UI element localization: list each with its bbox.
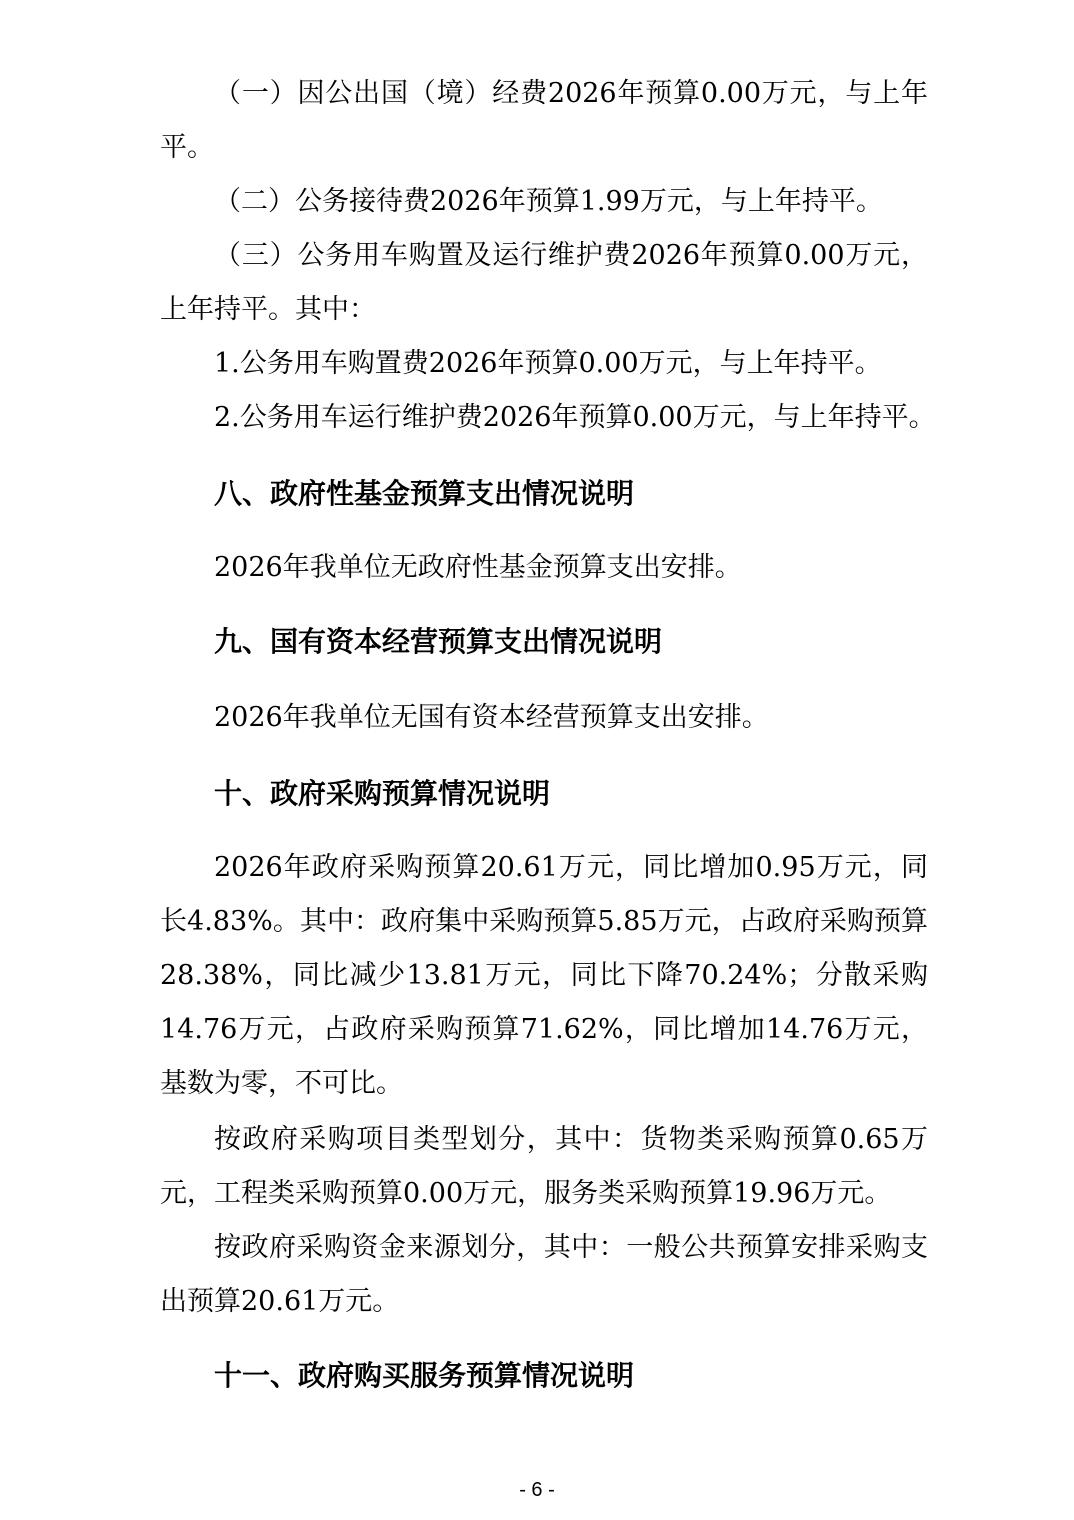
procurement-paragraph-line-5: 基数为零，不可比。: [160, 1068, 403, 1099]
overseas-budget-line-1: （一）因公出国（境）经费2026年预算0.00万元，与上年: [214, 78, 928, 109]
section-9-heading: 九、国有资本经营预算支出情况说明: [214, 625, 663, 658]
procurement-type-line-2: 元，工程类采购预算0.00万元，服务类采购预算19.96万元。: [160, 1178, 892, 1209]
procurement-paragraph-line-3: 28.38%，同比减少13.81万元，同比下降70.24%；分散采购: [160, 960, 928, 991]
section-8-body: 2026年我单位无政府性基金预算支出安排。: [214, 552, 742, 583]
section-10-heading: 十、政府采购预算情况说明: [214, 777, 551, 810]
vehicle-budget-line-2: 上年持平。其中：: [160, 294, 376, 325]
vehicle-operation-line: 2.公务用车运行维护费2026年预算0.00万元，与上年持平。: [214, 402, 936, 433]
procurement-source-line-2: 出预算20.61万元。: [160, 1286, 400, 1317]
procurement-source-line-1: 按政府采购资金来源划分，其中：一般公共预算安排采购支: [214, 1232, 928, 1263]
procurement-paragraph-line-1: 2026年政府采购预算20.61万元，同比增加0.95万元，同: [214, 852, 928, 883]
section-9-body: 2026年我单位无国有资本经营预算支出安排。: [214, 702, 769, 733]
reception-budget-line: （二）公务接待费2026年预算1.99万元，与上年持平。: [214, 186, 883, 217]
overseas-budget-line-2: 平。: [160, 132, 214, 163]
procurement-paragraph-line-2: 长4.83%。其中：政府集中采购预算5.85万元，占政府采购预算: [160, 906, 928, 937]
page-number: - 6 -: [519, 1479, 555, 1501]
vehicle-budget-line-1: （三）公务用车购置及运行维护费2026年预算0.00万元，: [214, 240, 928, 271]
section-8-heading: 八、政府性基金预算支出情况说明: [214, 477, 635, 510]
vehicle-purchase-line: 1.公务用车购置费2026年预算0.00万元，与上年持平。: [214, 348, 882, 379]
procurement-type-line-1: 按政府采购项目类型划分，其中：货物类采购预算0.65万: [214, 1124, 928, 1155]
section-11-heading: 十一、政府购买服务预算情况说明: [214, 1359, 635, 1392]
procurement-paragraph-line-4: 14.76万元，占政府采购预算71.62%，同比增加14.76万元，: [160, 1014, 928, 1045]
